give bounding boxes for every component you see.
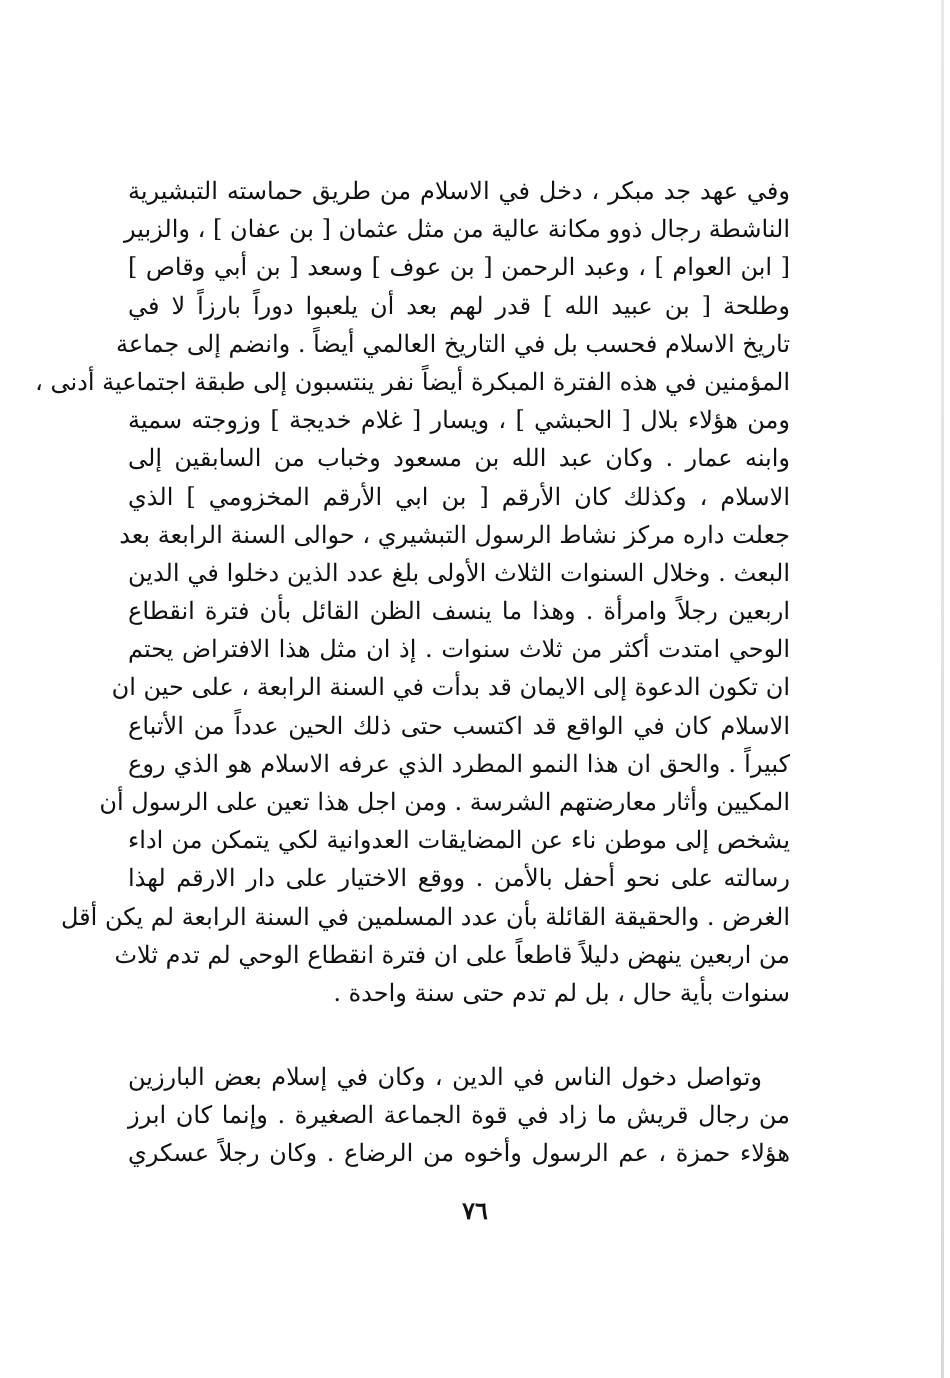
text-line: البعث . وخلال السنوات الثلاث الأولى بلغ عدد الذين دخلوا في الدين: [128, 558, 790, 587]
text-line: وفي عهد جد مبكر ، دخل في الاسلام من طريق حماسته التبشيرية: [128, 177, 790, 205]
text-line: وتواصل دخول الناس في الدين ، وكان في إسلام بعض البارزين: [128, 1063, 762, 1091]
text-line: ان تكون الدعوة إلى الايمان قد بدأت في السنة الرابعة ، على حين ان: [111, 673, 790, 702]
paragraph-2: [128, 1058, 790, 1173]
paragraph-1: [35, 172, 790, 1012]
text-line: الغرض . والحقيقة القائلة بأن عدد المسلمين في السنة الرابعة لم يكن أقل: [61, 902, 790, 931]
text-line: كبيراً . والحق ان هذا النمو المطرد الذي عرفه الاسلام هو الذي روع: [128, 749, 790, 778]
text-line: وابنه عمار . وكان عبد الله بن مسعود وخباب من السابقين إلى: [128, 444, 790, 473]
text-line: ومن هؤلاء بلال [ الحبشي ] ، ويسار [ غلام خديجة ] وزوجته سمية: [128, 406, 790, 435]
text-line: وطلحة [ بن عبيد الله ] قدر لهم بعد أن يلعبوا دوراً بارزاً لا في: [128, 291, 790, 320]
page-number: ٧٦: [462, 1196, 488, 1225]
text-line: [ ابن العوام ] ، وعبد الرحمن [ بن عوف ] وسعد [ بن أبي وقاص ]: [128, 253, 790, 282]
text-line: من رجال قريش ما زاد في قوة الجماعة الصغيرة . وإنما كان ابرز: [128, 1101, 790, 1130]
text-line: الاسلام ، وكذلك كان الأرقم [ بن ابي الأرقم المخزومي ] الذي: [128, 482, 790, 511]
text-line: الاسلام كان في الواقع قد اكتسب حتى ذلك الحين عدداً من الأتباع: [128, 711, 790, 740]
text-line: هؤلاء حمزة ، عم الرسول وأخوه من الرضاع . وكان رجلاً عسكري: [128, 1139, 790, 1168]
scan-edge-shadow: [941, 0, 944, 1378]
text-line: الناشطة رجال ذوو مكانة عالية من مثل عثمان [ بن عفان ] ، والزبير: [123, 215, 790, 244]
text-line: المؤمنين في هذه الفترة المبكرة أيضاً نفر ينتسبون إلى طبقة اجتماعية أدنى ،: [35, 367, 790, 396]
text-line: تاريخ الاسلام فحسب بل في التاريخ العالمي أيضاً . وانضم إلى جماعة: [116, 329, 790, 358]
text-line: المكيين وأثار معارضتهم الشرسة . ومن اجل هذا تعين على الرسول أن: [99, 788, 790, 816]
text-line: يشخص إلى موطن ناء عن المضايقات العدوانية لكي يتمكن من اداء: [128, 826, 790, 855]
text-line: جعلت داره مركز نشاط الرسول التبشيري ، حوالى السنة الرابعة بعد: [119, 520, 790, 549]
text-line: رسالته على نحو أحفل بالأمن . ووقع الاختيار على دار الارقم لهذا: [128, 864, 790, 893]
text-line: سنوات بأية حال ، بل لم تدم حتى سنة واحدة .: [333, 978, 790, 1007]
text-line: اربعين رجلاً وامرأة . وهذا ما ينسف الظن القائل بأن فترة انقطاع: [128, 597, 790, 626]
text-line: الوحي امتدت أكثر من ثلاث سنوات . إذ ان مثل هذا الافتراض يحتم: [128, 635, 790, 664]
text-line: من اربعين ينهض دليلاً قاطعاً على ان فترة انقطاع الوحي لم تدم ثلاث: [114, 940, 790, 969]
